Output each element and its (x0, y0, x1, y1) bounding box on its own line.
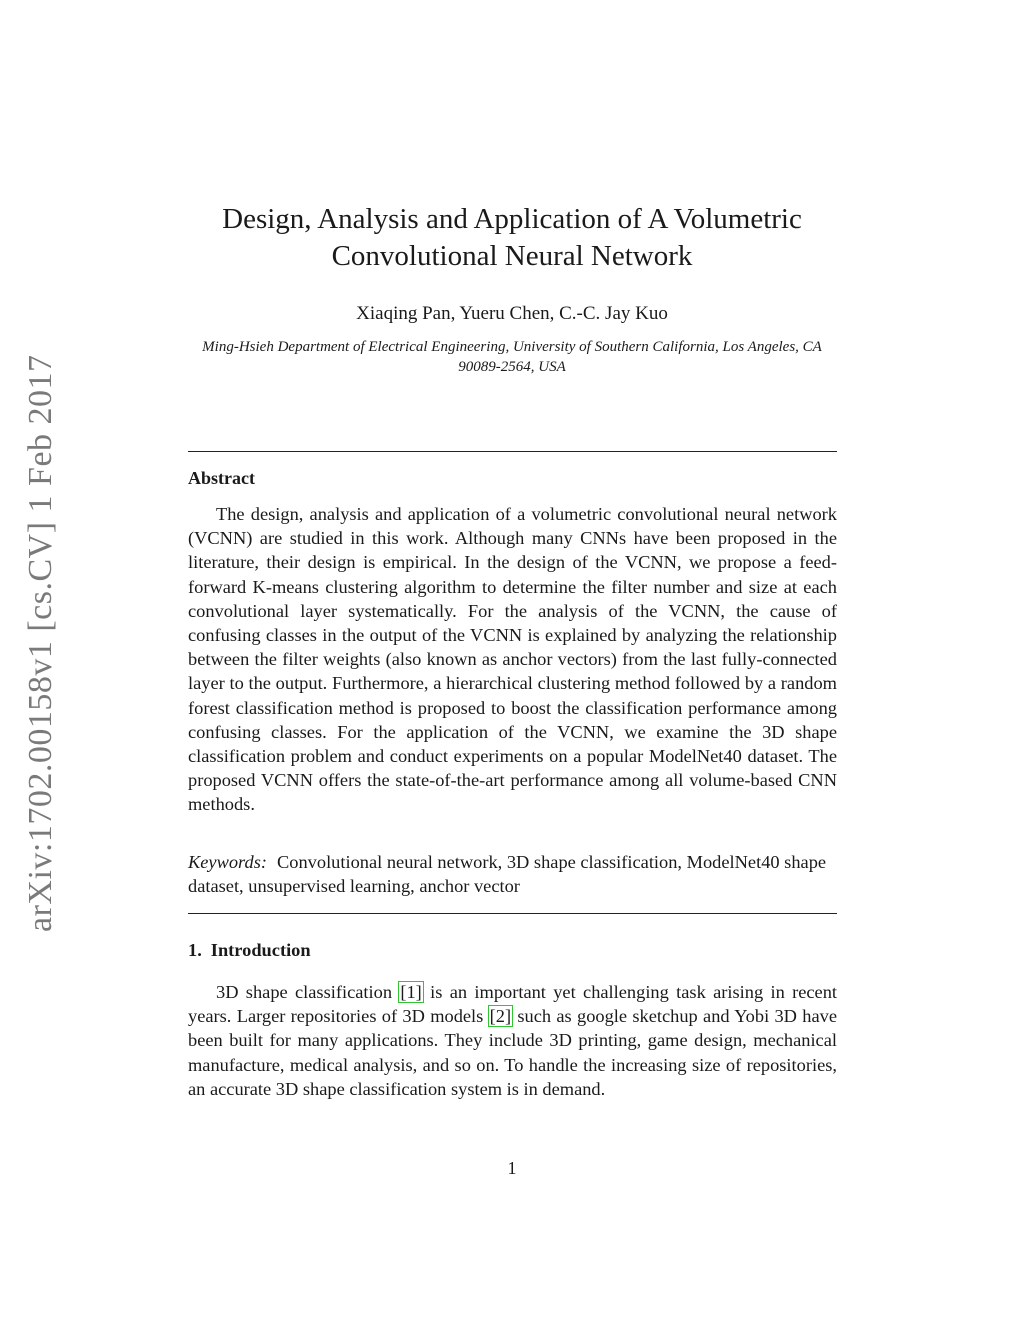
keywords (188, 850, 837, 898)
paper-title-line-1: Design, Analysis and Application of A Volumetric (222, 203, 802, 235)
paper-title-line-2: Convolutional Neural Network (331, 240, 693, 272)
paper-title (188, 201, 836, 275)
citation-link-1[interactable]: [1] (400, 982, 422, 1002)
author-affiliation: Ming-Hsieh Department of Electrical Engineering, University of Southern California, Los Angeles, CA 90089-2564, USA (202, 339, 822, 375)
introduction-paragraph (188, 980, 837, 1101)
intro-text-part-2: is an important yet challenging task arising in recent years. Larger repositories of 3D models (188, 982, 838, 1027)
abstract-heading: Abstract (188, 468, 255, 488)
author-list: Xiaqing Pan, Yueru Chen, C.-C. Jay Kuo (356, 303, 668, 324)
section-number: 1. (188, 940, 202, 960)
abstract-top-rule (188, 451, 837, 452)
section-heading-introduction (188, 940, 311, 961)
arxiv-identifier: arXiv:1702.00158v1 [cs.CV] 1 Feb 2017 (22, 354, 59, 932)
section-title: Introduction (210, 940, 311, 960)
intro-text-part-1: 3D shape classification (216, 982, 400, 1002)
keywords-text: Convolutional neural network, 3D shape classification, ModelNet40 shape dataset, unsupervised learning, anchor vector (188, 852, 827, 897)
keywords-label: Keywords: (188, 852, 268, 872)
page-number: 1 (507, 1158, 517, 1178)
intro-text-part-3: such as google sketchup and Yobi 3D have been built for many applications. They include 3D printing, game design, mechanical manufacture, medical analysis, and so on. To handle the increasing size of repositories, an accurate 3D shape classification system is in demand. (188, 1006, 837, 1099)
citation-link-2[interactable]: [2] (489, 1006, 512, 1027)
abstract-text: The design, analysis and application of a volumetric convolutional neural network (VCNN) are studied in this work. Although many CNNs have been proposed in the literature, their design is empirical. In the design of the VCNN, we propose a feed-forward K-means clustering algorithm to determine the filter number and size at each convolutional layer systematically. For the analysis of the VCNN, the cause of confusing classes in the output of the VCNN is explained by analyzing the relationship between the filter weights (also known as anchor vectors) from the last fully-connected layer to the output. Furthermore, a hierarchical clustering method followed by a random forest classification method is proposed to boost the classification performance among confusing classes. For the application of the VCNN, we examine the 3D shape classification problem and conduct experiments on a popular ModelNet40 dataset. The proposed VCNN offers the state-of-the-art performance among all volume-based CNN methods. (188, 504, 837, 815)
abstract-bottom-rule (188, 913, 837, 914)
